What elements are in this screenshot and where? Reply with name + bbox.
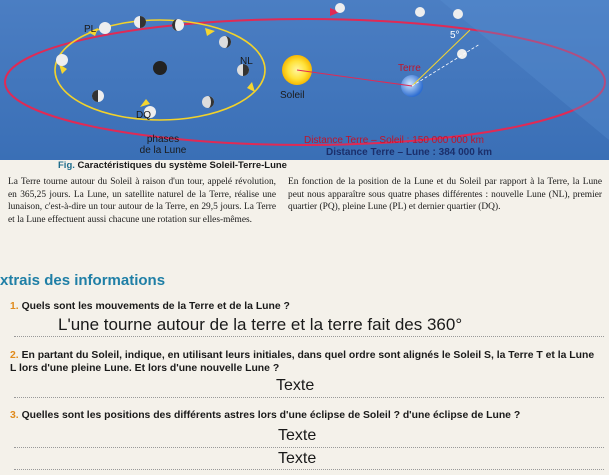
label-pl: PL xyxy=(84,24,97,35)
label-phases-line1: phases xyxy=(146,134,180,145)
solar-system-diagram xyxy=(0,0,609,160)
label-phases xyxy=(128,134,198,156)
label-phases-line2: de la Lune xyxy=(139,145,187,156)
question-3 xyxy=(10,409,600,422)
question-1-number: 1. xyxy=(10,301,19,312)
question-1 xyxy=(10,300,600,313)
answer-3a[interactable]: Texte xyxy=(278,427,317,444)
answer-3b[interactable]: Texte xyxy=(278,450,317,467)
question-3-number: 3. xyxy=(10,410,19,421)
figure-caption-prefix: Fig. xyxy=(58,160,75,171)
label-distance-terre-soleil: Distance Terre – Soleil : 150 000 000 km xyxy=(304,135,484,146)
figure-caption-text: Caractéristiques du système Soleil-Terre-Lune xyxy=(77,160,287,171)
label-soleil: Soleil xyxy=(280,90,305,101)
label-dq: DQ xyxy=(136,110,151,121)
question-2-number: 2. xyxy=(10,350,19,361)
question-1-text: Quels sont les mouvements de la Terre et de la Lune ? xyxy=(21,301,290,312)
label-terre: Terre xyxy=(398,63,421,74)
answer-2[interactable]: Texte xyxy=(276,377,315,394)
question-2 xyxy=(10,349,600,375)
question-3-text: Quelles sont les positions des différents astres lors d'une éclipse de Soleil ? d'une éclipse de Lune ? xyxy=(21,410,521,421)
label-angle: 5° xyxy=(450,30,460,41)
question-2-text: En partant du Soleil, indique, en utilisant leurs initiales, dans quel ordre sont alignés le Soleil S, la Terre T et la Lune L lors d'une pleine Lune. Et lors d'une nouvelle Lune ? xyxy=(10,350,595,374)
figure-caption xyxy=(58,160,287,171)
answer-1[interactable]: L'une tourne autour de la terre et la terre fait des 360° xyxy=(58,315,463,334)
answer-line-2 xyxy=(14,397,604,398)
answer-line-1 xyxy=(14,336,604,337)
label-distance-terre-lune: Distance Terre – Lune : 384 000 km xyxy=(326,147,493,158)
answer-line-3b xyxy=(14,469,604,470)
answer-line-3a xyxy=(14,447,604,448)
paragraph-right: En fonction de la position de la Lune et du Soleil par rapport à la Terre, la Lune peut nous apparaître sous quatre phases différentes : nouvelle Lune (NL), premier quartier (PQ), pleine Lune (PL) et dernier quartier (DQ). xyxy=(288,177,602,213)
label-nl: NL xyxy=(240,56,253,67)
section-title: xtrais des informations xyxy=(0,272,166,289)
paragraph-left: La Terre tourne autour du Soleil à raison d'un tour, appelé révolution, en 365,25 jours. La Lune, un satellite naturel de la Terre, réalise une lunaison, c'est-à-dire un tour autour de la Terre, en 29,5 jours. La Terre et la Lune effectuent aussi chacune une rotation sur elles-mêmes. xyxy=(8,177,276,226)
